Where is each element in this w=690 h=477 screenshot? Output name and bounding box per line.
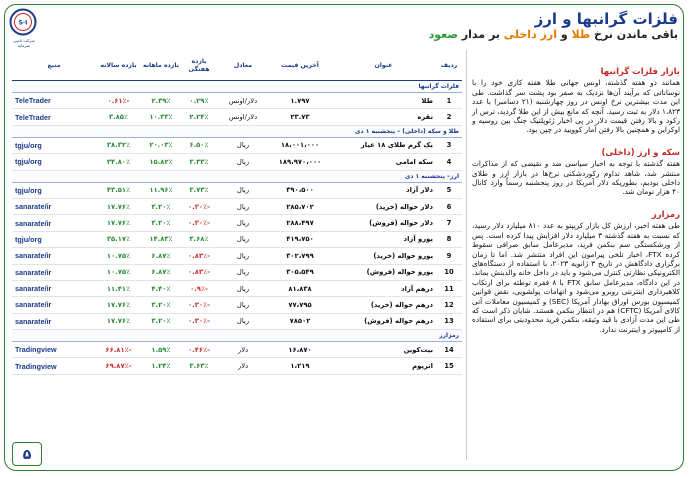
table-row (12, 342, 462, 358)
header-title: عنوان (331, 52, 436, 81)
weekly-return-cell: ۳.۷۳٪ (181, 182, 217, 198)
company-logo (9, 8, 37, 36)
last-price-cell: ۱،۲۱۹ (269, 358, 331, 374)
monthly-return-cell: ۱۴.۸۳٪ (141, 231, 181, 247)
page-title: فلزات گرانبها و ارز (534, 10, 678, 28)
table-row (12, 182, 462, 198)
row-index-cell: 3 (436, 137, 462, 153)
weekly-return-cell: ۳.۶۸٪ (181, 231, 217, 247)
weekly-return-cell: -۰.۳۰٪ (181, 297, 217, 313)
commentary-body: هفته گذشته با توجه به اخبار سیاسی ضد و نقیضی که از مذاکرات منتشر شد، شاهد تداوم رکوردشکنی نرخ‌ها در بازار ارز و طلای داخلی بودیم، بطوریکه دلار آمریکا در روز پنجشنبه رسماً وارد کانال ۴۰ هزار تومان شد. (472, 159, 680, 197)
title-cell: درهم حواله (فروش) (331, 313, 436, 329)
yearly-return-cell: ۳۵.۱۷٪ (96, 231, 141, 247)
header-weekly-return: بازده هفتگی (181, 52, 217, 81)
title-cell: یورو آزاد (331, 231, 436, 247)
row-index-cell: 6 (436, 198, 462, 214)
header-yearly-return: بازده سالانه (96, 52, 141, 81)
weekly-return-cell: -۰.۳۰٪ (181, 198, 217, 214)
table-row (12, 297, 462, 313)
commentary-column (472, 52, 680, 334)
weekly-return-cell: ۰.۲۹٪ (181, 93, 217, 109)
section-header-row (12, 125, 462, 137)
section-label: ارز– پنجشنبه ۱ دی (12, 170, 462, 182)
last-price-cell: ۲۳.۷۳ (269, 109, 331, 125)
yearly-return-cell: ۳.۸۵٪ (96, 109, 141, 125)
weekly-return-cell: -۰.۳۰٪ (181, 215, 217, 231)
source-cell: tgju/org (12, 154, 96, 170)
last-price-cell: ۱۶،۸۷۰ (269, 342, 331, 358)
monthly-return-cell: ۱۰.۳۳٪ (141, 109, 181, 125)
table-row (12, 264, 462, 280)
row-index-cell: 2 (436, 109, 462, 125)
title-cell: دلار حواله (فروش) (331, 215, 436, 231)
title-cell: بیت‌کوین (331, 342, 436, 358)
weekly-return-cell: -۰.۸۳٪ (181, 248, 217, 264)
source-cell: sanarate/ir (12, 198, 96, 214)
monthly-return-cell: ۲.۳۹٪ (141, 93, 181, 109)
table-row (12, 93, 462, 109)
unit-cell: ریال (217, 231, 269, 247)
monthly-return-cell: ۱۱.۹۶٪ (141, 182, 181, 198)
header-unit: معادل (217, 52, 269, 81)
monthly-return-cell: ۲۰.۰۳٪ (141, 137, 181, 153)
weekly-return-cell: -۰.۳۰٪ (181, 313, 217, 329)
title-cell: دلار آزاد (331, 182, 436, 198)
unit-cell: دلار/اونس (217, 109, 269, 125)
table-body (12, 81, 462, 375)
page-subtitle: باقی ماندن نرخ طلا و ارز داخلی بر مدار صعود (428, 28, 678, 41)
table-row (12, 248, 462, 264)
row-index-cell: 12 (436, 297, 462, 313)
table-row (12, 109, 462, 125)
row-index-cell: 4 (436, 154, 462, 170)
weekly-return-cell: -۰.۹٪ (181, 280, 217, 296)
monthly-return-cell: ۳.۲۰٪ (141, 297, 181, 313)
unit-cell: ریال (217, 182, 269, 198)
unit-cell: دلار/اونس (217, 93, 269, 109)
section-header-row (12, 81, 462, 93)
last-price-cell: ۳۰۵،۵۴۹ (269, 264, 331, 280)
yearly-return-cell: -۶۹.۸۷٪ (96, 358, 141, 374)
column-divider (466, 50, 467, 460)
commentary-heading: رمزارز (651, 209, 680, 220)
source-cell: TeleTrader (12, 109, 96, 125)
commentary-heading: سکه و ارز (داخلی) (601, 147, 680, 158)
last-price-cell: ۴۱۹،۷۵۰ (269, 231, 331, 247)
yearly-return-cell: ۱۰.۷۵٪ (96, 264, 141, 280)
row-index-cell: 11 (436, 280, 462, 296)
row-index-cell: 5 (436, 182, 462, 198)
unit-cell: ریال (217, 137, 269, 153)
title-cell: یورو حواله (فروش) (331, 264, 436, 280)
last-price-cell: ۷۷،۷۹۵ (269, 297, 331, 313)
row-index-cell: 15 (436, 358, 462, 374)
row-index-cell: 13 (436, 313, 462, 329)
yearly-return-cell: ۱۱.۴۱٪ (96, 280, 141, 296)
header-source: منبع (12, 52, 96, 81)
title-cell: سکه امامی (331, 154, 436, 170)
yearly-return-cell: ۱۷.۷۶٪ (96, 198, 141, 214)
unit-cell: ریال (217, 198, 269, 214)
title-cell: دلار حواله (خرید) (331, 198, 436, 214)
yearly-return-cell: ۳۸.۳۲٪ (96, 137, 141, 153)
unit-cell: ریال (217, 248, 269, 264)
title-cell: طلا (331, 93, 436, 109)
weekly-return-cell: ۶.۵۰٪ (181, 137, 217, 153)
prices-table (12, 52, 462, 375)
unit-cell: ریال (217, 264, 269, 280)
header-monthly-return: بازده ماهانه (141, 52, 181, 81)
source-cell: sanarate/ir (12, 280, 96, 296)
source-cell: sanarate/ir (12, 313, 96, 329)
table-row (12, 231, 462, 247)
section-label: طلا و سکه (داخلی) – پنجشنبه ۱ دی (12, 125, 462, 137)
title-cell: یک گرم طلای ۱۸ عیار (331, 137, 436, 153)
row-index-cell: 8 (436, 231, 462, 247)
title-cell: درهم آزاد (331, 280, 436, 296)
source-cell: tgju/org (12, 182, 96, 198)
monthly-return-cell: ۶.۸۷٪ (141, 264, 181, 280)
table-row (12, 137, 462, 153)
monthly-return-cell: ۳.۲۰٪ (141, 198, 181, 214)
row-index-cell: 7 (436, 215, 462, 231)
last-price-cell: ۲۸۸،۴۹۷ (269, 215, 331, 231)
monthly-return-cell: ۳.۲۰٪ (141, 215, 181, 231)
commentary-body: طی هفته اخیر، ارزش کل بازار کریپتو به عدد ۸۱۰ میلیارد دلار رسید، که نسبت به هفته گذشته ۳ میلیارد دلار افزایش پیدا کرده است. پس از ورشکستگی سم بنکمن فرید، مدیرعامل سابق صرافی سقوط کرده FTX، اخبار تلخی پیرامون این افراد منتشر شد. اما تا زمان برگزاری دادگاهش در تاریخ ۳ ژانویه ۲۰۲۳، با استفاده از دستگاه‌های الکترونیکی نظارتی کنترل می‌شود و باید در داخل خانه والدینش بماند. در این دادگاه، مدیرعامل سابق FTX با ۸ فقره توطئه برای ارتکاب کلاهبرداری اینترنتی روبرو می‌شود و اتهامات پولشویی، نقض قوانین کمیسیون بورس اوراق بهادار آمریکا (SEC) و کمیسیون معاملات آتی کالای آمریکا (CFTC) هم در انتظار بنکمن هستند. شایان ذکر است که طی این مدت آزادی با قید وثیقه، بنکمن فرید محدودیتی برای استفاده از کامپیوتر و اینترنت ندارد. (472, 221, 681, 334)
yearly-return-cell: ۱۷.۷۶٪ (96, 313, 141, 329)
commentary-body: همانند دو هفته گذشته، اونس جهانی طلا هفته کاری خود را با نوساناتی که برآیند آن‌ها نزدیک به صفر بود پشت سر گذاشت. طی این مدت بیشترین نرخ اونس در روز چهارشنبه (۲۱ دسامبر) با عدد ۱،۸۲۳ دلار به ثبت رسید. آنچه که مانع بیش از این طلا گردید، ترس از رکود و بالا رفتن قیمت دلار در پی اخبار ژئوپلتیک جنگ بین روسیه و اوکراین و همچنین بالا رفتن آمار کوویید در چین بود. (472, 78, 681, 135)
row-index-cell: 9 (436, 248, 462, 264)
table-header-row (12, 52, 462, 81)
monthly-return-cell: ۱.۵۹٪ (141, 342, 181, 358)
header-row-index: ردیف (436, 52, 462, 81)
monthly-return-cell: ۴.۴۰٪ (141, 280, 181, 296)
svg-text:S·I: S·I (18, 19, 28, 27)
monthly-return-cell: ۱.۲۴٪ (141, 358, 181, 374)
logo-caption: شرکت تامین سرمایه (13, 38, 35, 48)
table-row (12, 358, 462, 374)
commentary-heading: بازار فلزات گرانبها (600, 67, 680, 77)
last-price-cell: ۱۸۹،۹۷۰،۰۰۰ (269, 154, 331, 170)
table-row (12, 198, 462, 214)
row-index-cell: 10 (436, 264, 462, 280)
unit-cell: ریال (217, 154, 269, 170)
source-cell: tgju/org (12, 231, 96, 247)
page-number: ۵ (12, 442, 42, 466)
source-cell: tgju/org (12, 137, 96, 153)
unit-cell: دلار (217, 358, 269, 374)
title-cell: یورو حواله (خرید) (331, 248, 436, 264)
source-cell: sanarate/ir (12, 248, 96, 264)
source-cell: sanarate/ir (12, 264, 96, 280)
last-price-cell: ۱.۷۹۷ (269, 93, 331, 109)
title-cell: نقره (331, 109, 436, 125)
weekly-return-cell: -۰.۴۶٪ (181, 342, 217, 358)
header-last-price: آخرین قیمت (269, 52, 331, 81)
yearly-return-cell: -۶۶.۸۱٪ (96, 342, 141, 358)
table-row (12, 154, 462, 170)
last-price-cell: ۳۰۲،۷۹۹ (269, 248, 331, 264)
unit-cell: دلار (217, 342, 269, 358)
yearly-return-cell: ۳۴.۸۰٪ (96, 154, 141, 170)
table-row (12, 313, 462, 329)
yearly-return-cell: ۱۷.۷۶٪ (96, 215, 141, 231)
unit-cell: ریال (217, 215, 269, 231)
yearly-return-cell: ۴۳.۵۱٪ (96, 182, 141, 198)
table-row (12, 280, 462, 296)
source-cell: TeleTrader (12, 93, 96, 109)
weekly-return-cell: ۳.۶۳٪ (181, 358, 217, 374)
source-cell: sanarate/ir (12, 297, 96, 313)
section-label: فلزات گرانبها (12, 81, 462, 93)
unit-cell: ریال (217, 297, 269, 313)
last-price-cell: ۲۸۵،۷۰۲ (269, 198, 331, 214)
yearly-return-cell: ۱۷.۷۶٪ (96, 297, 141, 313)
unit-cell: ریال (217, 313, 269, 329)
weekly-return-cell: -۰.۸۳٪ (181, 264, 217, 280)
source-cell: Tradingview (12, 342, 96, 358)
last-price-cell: ۳۹۰،۵۰۰ (269, 182, 331, 198)
title-cell: اتریوم (331, 358, 436, 374)
row-index-cell: 1 (436, 93, 462, 109)
yearly-return-cell: ۱۰.۷۵٪ (96, 248, 141, 264)
section-header-row (12, 170, 462, 182)
source-cell: sanarate/ir (12, 215, 96, 231)
weekly-return-cell: ۲.۲۴٪ (181, 109, 217, 125)
section-header-row (12, 330, 462, 342)
section-label: رمزارز (12, 330, 462, 342)
monthly-return-cell: ۶.۸۷٪ (141, 248, 181, 264)
weekly-return-cell: ۳.۳۳٪ (181, 154, 217, 170)
yearly-return-cell: -۰.۶۱٪ (96, 93, 141, 109)
last-price-cell: ۱۸،۰۰۱،۰۰۰ (269, 137, 331, 153)
row-index-cell: 14 (436, 342, 462, 358)
last-price-cell: ۸۱،۸۳۸ (269, 280, 331, 296)
last-price-cell: ۷۸۵۰۲ (269, 313, 331, 329)
monthly-return-cell: ۱۵.۸۲٪ (141, 154, 181, 170)
title-cell: درهم حواله (خرید) (331, 297, 436, 313)
table-row (12, 215, 462, 231)
monthly-return-cell: ۳.۲۰٪ (141, 313, 181, 329)
source-cell: Tradingview (12, 358, 96, 374)
unit-cell: ریال (217, 280, 269, 296)
